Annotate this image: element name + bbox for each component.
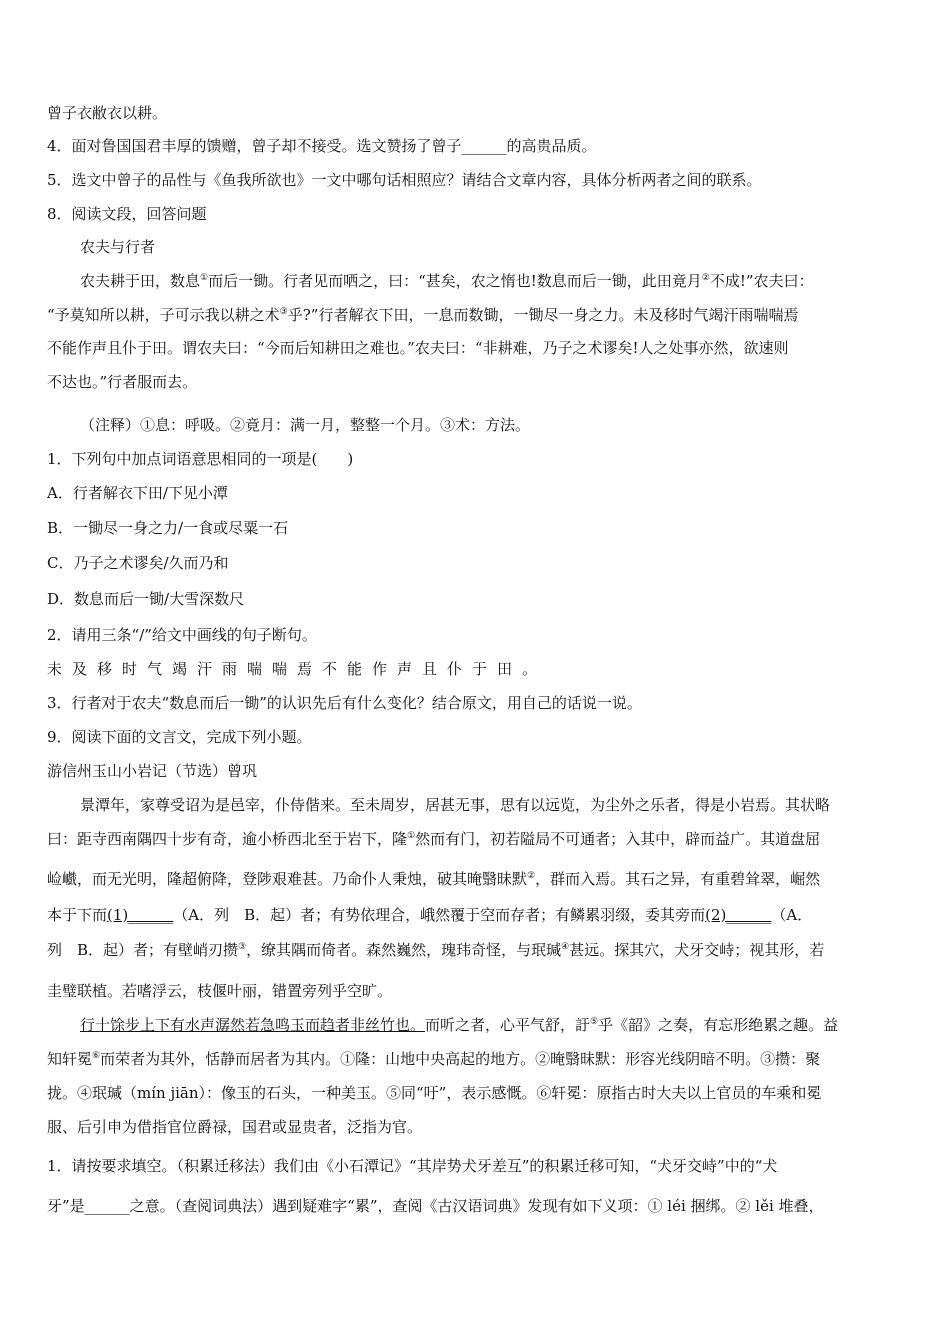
text-span: ，群而入焉。其石之异，有重碧耸翠，崛然 (535, 870, 821, 888)
option-d: D．数息而后一锄/大雪深数尺 (47, 590, 245, 608)
text-span: 乎?”行者解衣下田，一息而数锄，一锄尽一身之力。未及移时气竭汗雨喘喘焉 (287, 306, 799, 324)
passage-line (47, 829, 909, 849)
passage-line (47, 869, 909, 889)
underlined-sentence: 行十馀步上下有水声潺然若急鸣玉而趋者非丝竹也。 (80, 1016, 426, 1034)
text-span: 乎《韶》之奏，有忘形绝累之趣。益 (598, 1016, 839, 1034)
footnote-marker: ③ (279, 307, 288, 317)
passage-line: 不能作声且仆于田。谓农夫曰：“今而后知耕田之难也。”农夫曰：“非耕难，乃子之术谬矣!人之处事亦然，欲速则 (47, 339, 789, 357)
footnote-marker: ④ (561, 942, 570, 952)
passage-line (47, 1049, 909, 1069)
blank-1[interactable]: (1)______ (107, 906, 174, 924)
footnote-marker: ③ (238, 942, 247, 952)
annotation: （注释）①息：呼吸。②竟月：满一月，整整一个月。③术：方法。 (80, 416, 531, 434)
text-span: 而后一锄。行者见而哂之，曰：“甚矣，农之惰也!数息而后一锄，此田竟月 (208, 272, 702, 290)
passage-line (47, 305, 909, 325)
text-span: （A． (771, 906, 813, 924)
text-span: 农夫耕于田，数息 (80, 272, 201, 290)
passage-title: 游信州玉山小岩记（节选）曾巩 (47, 762, 258, 780)
footnote-marker: ② (527, 871, 536, 881)
annotation-line: 拢。④珉瑊（mín jiān）：像玉的石头，一种美玉。⑤同“吁”，表示感慨。⑥轩冕：原指古时大夫以上官员的车乘和冕 (47, 1084, 822, 1102)
text-span: 然而有门，初若隘局不可通者；入其中，辟而益广。其道盘屈 (415, 830, 821, 848)
question-5: 5．选文中曾子的品性与《鱼我所欲也》一文中哪句话相照应？请结合文章内容，具体分析两者之间的联系。 (47, 171, 762, 189)
question-1: 1．下列句中加点词语意思相同的一项是( ) (47, 450, 354, 468)
text-span: 本于下而 (47, 906, 108, 924)
question-3: 3．行者对于农夫“数息而后一锄”的认识先后有什么变化？结合原文，用自己的话说一说。 (47, 694, 642, 712)
question-1-line: 1．请按要求填空。（积累迁移法）我们由《小石潭记》“其岸势犬牙差互”的积累迁移可知，“犬牙交峙”中的“犬 (47, 1157, 778, 1175)
question-2: 2．请用三条“/”给文中画线的句子断句。 (47, 626, 317, 644)
option-a: A．行者解衣下田/下见小潭 (47, 484, 228, 502)
footnote-marker: ② (701, 273, 710, 283)
option-c: C．乃子之术谬矣/久而乃和 (47, 554, 229, 572)
footnote-marker: ① (407, 831, 416, 841)
text-span: 崄巇，而无光明，隆超俯降，登陟艰难甚。乃命仆人秉烛，破其晻翳昧默 (47, 870, 528, 888)
passage-line (80, 271, 909, 291)
question-4: 4．面对鲁国国君丰厚的馈赠，曾子却不接受。选文赞扬了曾子______的高贵品质。 (47, 137, 597, 155)
text-line: 曾子衣敝衣以耕。 (47, 104, 168, 122)
text-span: ，缭其隅而倚者。森然巍然，瑰玮奇怪，与珉瑊 (246, 941, 562, 959)
section-8-heading: 8．阅读文段，回答问题 (47, 205, 207, 223)
annotation-line: 服、后引申为借指官位爵禄，国君或显贵者，泛指为官。 (47, 1118, 423, 1136)
text-span: （A．列 B．起）者；有势依理合，峨然覆于空而存者；有鳞累羽缀，委其旁而 (173, 906, 706, 924)
passage-line (47, 940, 909, 960)
text-span: 而荣者为其外，恬静而居者为其内。①隆：山地中央高起的地方。②晻翳昧默：形容光线阴暗不明。③攒：聚 (100, 1050, 821, 1068)
text-span: 曰：距寺西南隅四十步有奇，逾小桥西北至于岩下，隆 (47, 830, 408, 848)
text-span: 知轩冕 (47, 1050, 93, 1068)
passage-title: 农夫与行者 (80, 238, 156, 256)
text-span: 不成!”农夫曰： (709, 272, 814, 290)
text-span: “予莫知所以耕，子可示我以耕之术 (47, 306, 280, 324)
passage-line (80, 1015, 909, 1035)
passage-line: 不达也。”行者服而去。 (47, 373, 198, 391)
text-span: 甚远。探其穴，犬牙交峙；视其形，若 (569, 941, 825, 959)
passage-line: 景潭年，家尊受诏为是邑宰，仆侍偕来。至未周岁，居甚无事，思有以远览，为尘外之乐者，得是小岩焉。其状略 (80, 796, 831, 814)
footnote-marker: ⑤ (590, 1017, 599, 1027)
passage-line: 圭璧联植。若嗜浮云，枝偃叶丽，错置旁列乎空旷。 (47, 982, 393, 1000)
section-9-heading: 9．阅读下面的文言文，完成下列小题。 (47, 728, 312, 746)
blank-2[interactable]: (2)______ (705, 906, 772, 924)
option-b: B．一锄尽一身之力/一食或尽粟一石 (47, 519, 289, 537)
footnote-marker: ① (200, 273, 209, 283)
footnote-marker: ⑥ (92, 1051, 101, 1061)
text-span: 列 B．起）者；有壁峭刃攒 (47, 941, 239, 959)
question-1-line: 牙”是______之意。（查阅词典法）遇到疑难字“累”，查阅《古汉语词典》发现有如下义项：① léi 捆绑。② lěi 堆叠， (47, 1197, 824, 1215)
text-span: 而听之者，心平气舒，訏 (425, 1016, 591, 1034)
sentence-to-punctuate: 未及移时气竭汗雨喘喘焉不能作声且仆于田。 (47, 660, 548, 678)
passage-line (47, 905, 909, 925)
